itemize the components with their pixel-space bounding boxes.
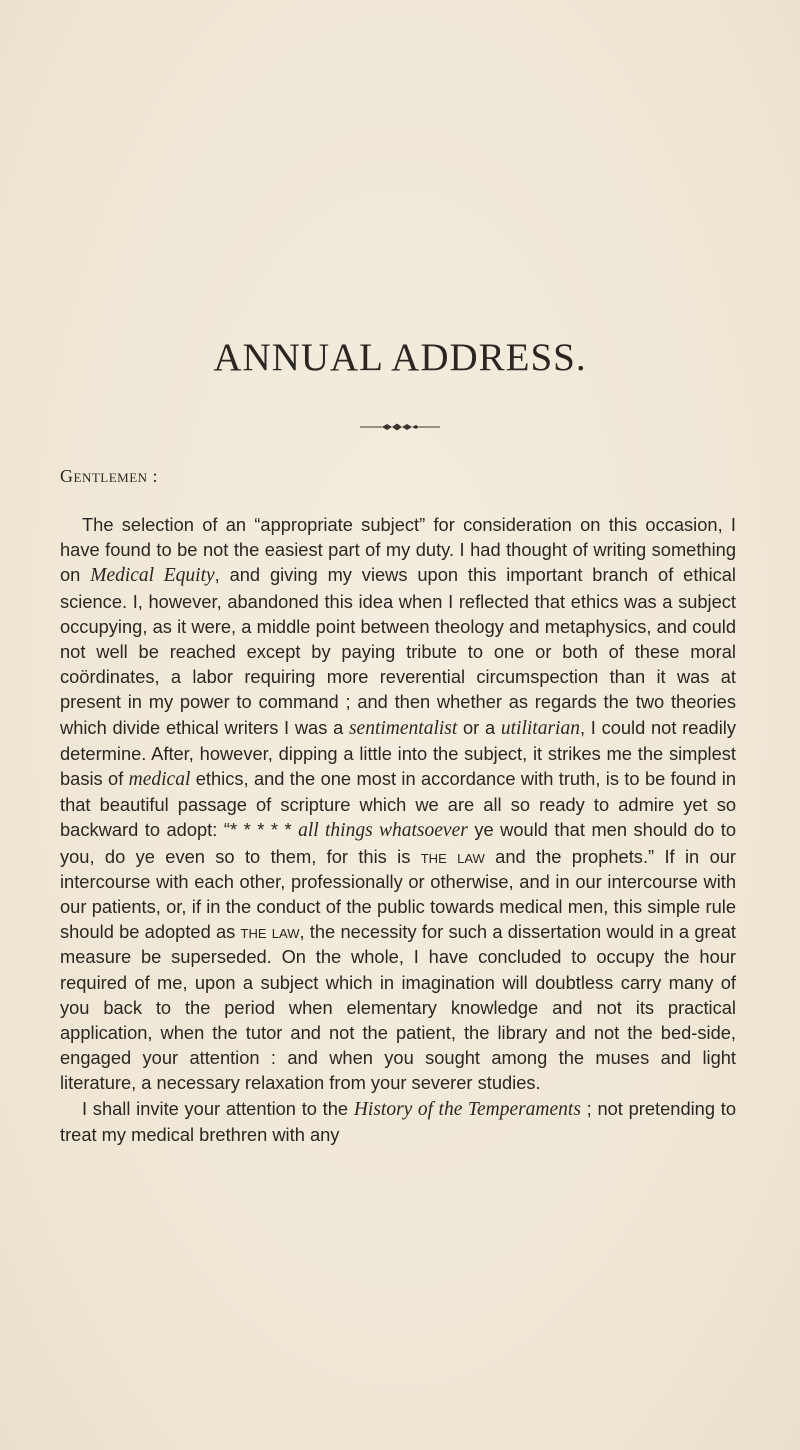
italic-run: medical: [128, 769, 191, 791]
ornament-divider: [360, 422, 440, 432]
text-run: ethics, and the one most in accordance with truth, is to be found in that beautiful passage of scripture which we are all so ready to admire yet so backward to adopt: “* * * * *: [60, 768, 736, 841]
text-run: , and giving my views upon this important branch of ethical science. I, however, abandoned this idea when I reflected that ethics was a subject occupying, as it were, a middle point between theology and metaphysics, and could not well be reached except by paying tribute to one or both of these moral coördinates, a labor requiring more reverential circumspection than it was at present in my power to command ; and then whether as regards the two theories which divide ethical writers I was a: [60, 564, 736, 738]
smallcaps-run: the law: [240, 921, 300, 943]
italic-run: sentimentalist: [348, 717, 458, 739]
paragraph: [60, 1096, 736, 1147]
text-run: , the necessity for such a dissertation would in a great measure be superseded. On the whole, I have concluded to occupy the hour required of me, upon a subject which in imagination will doubtless carry many of you back to the period when elementary knowledge and not its practical application, when the tutor and not the patient, the library and not the bed-side, engaged your attention : and when you sought among the muses and light literature, a necessary relaxation from your severer studies.: [60, 921, 736, 1094]
salutation: [60, 462, 158, 488]
paragraph: [60, 512, 736, 1096]
text-run: The selection of an “appropriate subject” for consideration on this occasion, I have found to be not the easiest part of my duty. I had thought of writing something on: [60, 514, 736, 586]
body-text: [60, 512, 736, 1147]
text-run: I shall invite your attention to the: [82, 1097, 354, 1119]
text-run: , I could not readily determine. After, however, dipping a little into the subject, it strikes me the simplest basis of: [60, 716, 736, 790]
text-run: and the prophets.” If in our intercourse with each other, professionally or otherwise, and in our intercourse with our patients, or, if in the conduct of the public towards medical men, this simple rule should be adopted as: [60, 845, 737, 943]
text-run: ye would that men should do to you, do ye even so to them, for this is: [60, 819, 737, 867]
italic-run: History of the Temperaments: [353, 1098, 581, 1120]
italic-run: utilitarian: [500, 717, 580, 739]
italic-run: Medical Equity: [90, 565, 215, 587]
salutation-text: Gentlemen :: [60, 466, 159, 486]
text-run: ; not pretending to treat my medical brethren with any: [60, 1097, 736, 1145]
text-run: or a: [457, 716, 501, 738]
page-title: ANNUAL ADDRESS.: [213, 336, 587, 379]
smallcaps-run: the law: [420, 845, 485, 867]
italic-run: all things whatsoever: [298, 820, 468, 842]
